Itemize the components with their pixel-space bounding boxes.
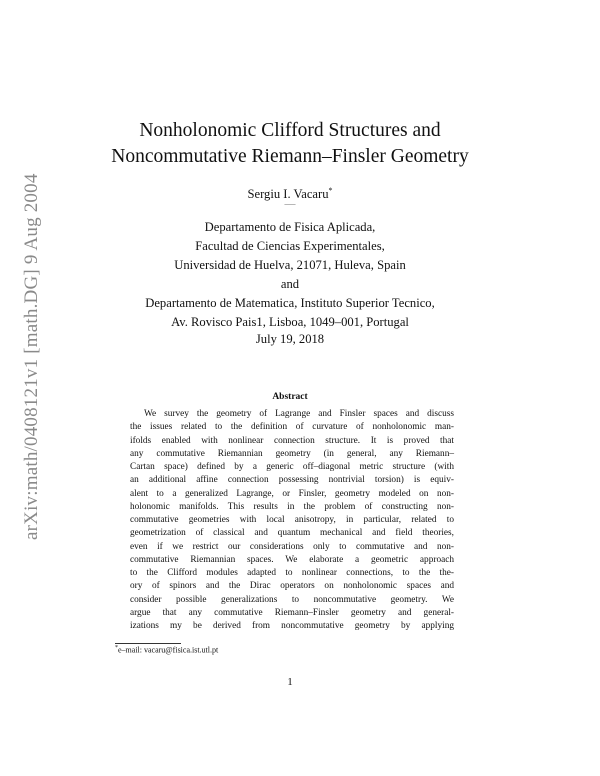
- paper-title: [80, 118, 500, 170]
- abstract-line: to the Clifford modules adapted to nonlinear connections, to the the-: [130, 568, 454, 578]
- abstract-line: ifolds enabled with nonlinear connection structure. It is proved that: [130, 435, 454, 446]
- abstract-line: any commutative Riemannian geometry (in general, any Riemann–: [130, 448, 454, 459]
- page-number: 1: [287, 676, 293, 688]
- abstract-line: argue that any commutative Riemann–Finsler geometry and general-: [130, 607, 454, 618]
- abstract-heading: Abstract: [272, 392, 308, 402]
- abstract-line: commutative Riemannian spaces. We elaborate a geometric approach: [130, 554, 454, 565]
- abstract-line: Cartan space) defined by a generic off–diagonal metric structure (with: [130, 462, 454, 472]
- title-line-2: Noncommutative Riemann–Finsler Geometry: [111, 146, 469, 167]
- affiliation-conjunction: and: [280, 277, 300, 291]
- footnote: [115, 645, 218, 655]
- abstract-line: geometrization of classical and quantum mechanical and field theories,: [130, 528, 454, 539]
- abstract-line: ory of spinors and the Dirac operators on nonholonomic spaces and: [130, 581, 454, 592]
- author-separator: —: [284, 198, 296, 210]
- abstract-body: [130, 408, 454, 633]
- affiliation-line: Facultad de Ciencias Experimentales,: [195, 239, 385, 253]
- abstract-line: consider possible generalizations to noncommutative geometry. We: [130, 594, 454, 605]
- author-name: Sergiu I. Vacaru: [247, 187, 329, 202]
- abstract-line: the issues related to the definition of curvature of nonholonomic man-: [130, 422, 454, 433]
- abstract-line: izations my be derived from noncommutative geometry by applying: [130, 621, 454, 631]
- abstract-line: commutative geometries with local anisotropy, in particular, related to: [130, 515, 454, 525]
- arxiv-identifier-stamp: arXiv:math/0408121v1 [math.DG] 9 Aug 2004: [21, 173, 42, 540]
- author-footnote-mark: *: [328, 186, 333, 195]
- abstract-line: holonomic manifolds. This results in the problem of constructing non-: [130, 501, 454, 512]
- title-line-1: Nonholonomic Clifford Structures and: [139, 120, 441, 141]
- footnote-mark: *: [115, 645, 118, 651]
- affiliation-line: Departamento de Fisica Aplicada,: [204, 220, 376, 234]
- abstract-line: an additional affine connection possessing nontrivial torsion) is equiv-: [130, 475, 454, 486]
- affiliation-line: Av. Rovisco Pais1, Lisboa, 1049–001, Portugal: [171, 315, 409, 329]
- footnote-email: e–mail: vacaru@fisica.ist.utl.pt: [118, 645, 219, 655]
- affiliations: [80, 218, 500, 332]
- abstract-line: even if we restrict our considerations only to commutative and non-: [130, 541, 454, 552]
- affiliation-line: Universidad de Huelva, 21071, Huleva, Spain: [174, 258, 406, 272]
- affiliation-line: Departamento de Matematica, Instituto Superior Tecnico,: [145, 296, 435, 310]
- abstract-line: We survey the geometry of Lagrange and Finsler spaces and discuss: [144, 409, 454, 419]
- abstract-line: alent to a generalized Lagrange, or Finsler, geometry modeled on non-: [130, 488, 454, 499]
- paper-date: July 19, 2018: [255, 332, 325, 346]
- footnote-divider: [115, 643, 181, 644]
